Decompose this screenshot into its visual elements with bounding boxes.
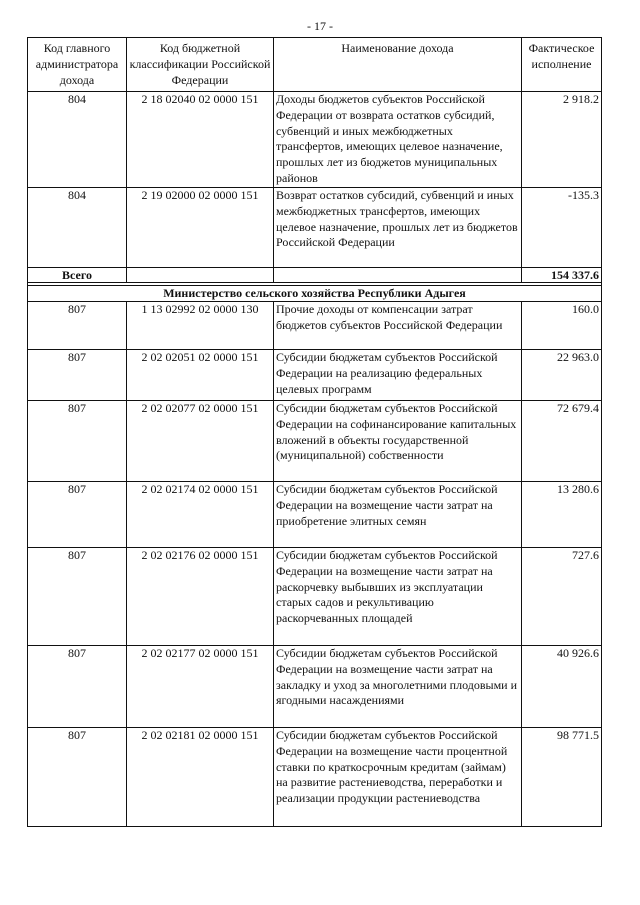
budget-code-cell: 2 02 02051 02 0000 151 [127,350,274,401]
income-name-cell: Субсидии бюджетам субъектов Российской Федерации на реализацию федеральных целевых программ [274,350,522,401]
total-amount: 154 337.6 [522,268,602,283]
income-name-cell: Прочие доходы от компенсации затрат бюджетов субъектов Российской Федерации [274,302,522,350]
header-admin-code: Код главного администратора дохода [28,38,127,92]
income-name-cell: Возврат остатков субсидий, субвенций и иных межбюджетных трансфертов, имеющих целевое назначение, прошлых лет из бюджетов Российской Федерации [274,188,522,268]
income-name-cell: Субсидии бюджетам субъектов Российской Федерации на софинансирование капитальных вложений в объекты государственной (муниципальной) собственности [274,401,522,482]
total-label: Всего [28,268,127,283]
admin-code-cell: 807 [28,728,127,827]
amount-cell: 160.0 [522,302,602,350]
admin-code-cell: 807 [28,401,127,482]
admin-code-cell: 804 [28,92,127,188]
budget-code-cell: 2 02 02174 02 0000 151 [127,482,274,548]
table-row [28,188,602,268]
empty-cell [127,268,274,283]
amount-cell: 22 963.0 [522,350,602,401]
income-name-cell: Субсидии бюджетам субъектов Российской Федерации на возмещение части процентной ставки по краткосрочным кредитам (займам) на развитие растениеводства, переработки и реализации продукции растениеводства [274,728,522,827]
empty-cell [274,268,522,283]
amount-cell: 2 918.2 [522,92,602,188]
budget-code-cell: 2 18 02040 02 0000 151 [127,92,274,188]
table-row [28,401,602,482]
section-title: Министерство сельского хозяйства Республики Адыгея [28,286,602,302]
table-row [28,92,602,188]
admin-code-cell: 807 [28,482,127,548]
table-header-row [28,38,602,92]
admin-code-cell: 807 [28,302,127,350]
admin-code-cell: 807 [28,350,127,401]
revenue-table [27,37,602,827]
income-name-cell: Субсидии бюджетам субъектов Российской Федерации на возмещение части затрат на приобретение элитных семян [274,482,522,548]
admin-code-cell: 807 [28,548,127,646]
budget-code-cell: 2 02 02177 02 0000 151 [127,646,274,728]
amount-cell: 98 771.5 [522,728,602,827]
amount-cell: 727.6 [522,548,602,646]
admin-code-cell: 804 [28,188,127,268]
section-row [28,286,602,302]
header-budget-code: Код бюджетной классификации Российской Федерации [127,38,274,92]
amount-cell: 72 679.4 [522,401,602,482]
total-row [28,268,602,283]
income-name-cell: Субсидии бюджетам субъектов Российской Федерации на возмещение части затрат на закладку и уход за многолетними плодовыми и ягодными насаждениями [274,646,522,728]
income-name-cell: Доходы бюджетов субъектов Российской Федерации от возврата остатков субсидий, субвенций и иных межбюджетных трансфертов, имеющих целевое назначение, прошлых лет из бюджетов муниципальных районов [274,92,522,188]
budget-code-cell: 2 02 02077 02 0000 151 [127,401,274,482]
table-row [28,350,602,401]
budget-code-cell: 2 02 02176 02 0000 151 [127,548,274,646]
table-row [28,302,602,350]
table-row [28,548,602,646]
amount-cell: -135.3 [522,188,602,268]
admin-code-cell: 807 [28,646,127,728]
header-income-name: Наименование дохода [274,38,522,92]
table-row [28,728,602,827]
table-row [28,646,602,728]
amount-cell: 40 926.6 [522,646,602,728]
budget-code-cell: 2 19 02000 02 0000 151 [127,188,274,268]
table-row [28,482,602,548]
header-actual-execution: Фактическое исполнение [522,38,602,92]
budget-code-cell: 1 13 02992 02 0000 130 [127,302,274,350]
page-number: - 17 - [307,19,333,33]
income-name-cell: Субсидии бюджетам субъектов Российской Федерации на возмещение части затрат на раскорчевку выбывших из эксплуатации старых садов и рекультивацию раскорчеванных площадей [274,548,522,646]
amount-cell: 13 280.6 [522,482,602,548]
budget-code-cell: 2 02 02181 02 0000 151 [127,728,274,827]
